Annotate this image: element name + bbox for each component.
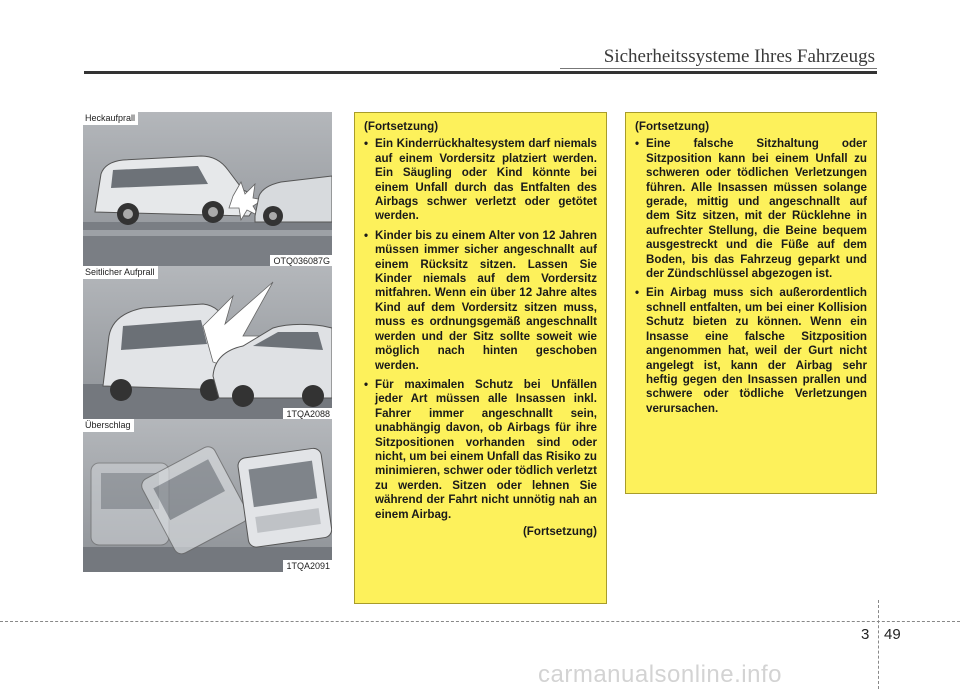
list-item-text: Ein Kinderrückhaltesystem darf niemals auf einem Vordersitz platziert werden. Ein Säugling oder Kind könnte bei einem Unfall durch das Entfalten des Airbags schwer verletzt oder getötet werden.	[375, 137, 597, 223]
bullet-icon: •	[635, 286, 640, 300]
continuation-heading: (Fortsetzung)	[364, 120, 439, 133]
side-impact-image	[83, 266, 332, 420]
bullet-icon: •	[635, 137, 640, 151]
rollover-illustration	[83, 419, 332, 572]
header-title: Sicherheitssysteme Ihres Fahrzeugs	[603, 46, 875, 67]
list-item	[364, 137, 597, 223]
image-label: Heckaufprall	[83, 112, 138, 125]
warning-box-middle	[354, 112, 607, 604]
bullet-list	[364, 137, 597, 522]
bullet-icon: •	[364, 377, 369, 391]
page-number: 49	[884, 626, 901, 643]
list-item-text: Kinder bis zu einem Alter von 12 Jahren müssen immer sicher angeschnallt auf einem Rücksitz sitzen. Lassen Sie Kinder niemals auf dem Vordersitz mitfahren. Wenn ein über 12 Jahre altes Kind auf dem Vordersitz sitzen muss, muss es ordnungsgemäß angeschnallt werden und der Sitz sollte soweit wie möglich nach hinten geschoben werden.	[375, 228, 597, 372]
image-label: Überschlag	[83, 419, 134, 432]
list-item	[364, 378, 597, 522]
footer-divider	[878, 600, 879, 689]
continuation-heading: (Fortsetzung)	[635, 120, 710, 133]
side-impact-illustration	[83, 266, 332, 420]
continuation-footer: (Fortsetzung)	[522, 524, 597, 538]
header-rule-thin	[560, 68, 877, 69]
watermark: carmanualsonline.info	[538, 661, 782, 688]
rear-impact-image	[83, 112, 332, 267]
bullet-icon: •	[364, 137, 369, 151]
image-code: OTQ036087G	[270, 255, 332, 267]
header-rule	[84, 71, 877, 74]
bullet-list	[635, 137, 867, 416]
list-item-text: Eine falsche Sitzhaltung oder Sitzposition kann bei einem Unfall zu schweren oder tödlichen Verletzungen führen. Alle Insassen müssen solange gerade, mittig und angeschnallt auf dem Sitz sitzen, mit der Rücklehne in aufrechter Stellung, die Beine bequem ausgestreckt und die Füße auf dem Boden, bis das Fahrzeug geparkt und der Zündschlüssel abgezogen ist.	[646, 137, 867, 281]
footer-rule	[0, 621, 960, 622]
list-item	[635, 137, 867, 281]
bullet-icon: •	[364, 228, 369, 242]
warning-box-right	[625, 112, 877, 494]
list-item-text: Ein Airbag muss sich außerordentlich schnell entfalten, um bei einer Kollision Schutz bieten zu können. Wenn ein Insasse eine falsche Sitzposition angenommen hat, weil der Gurt nicht angelegt ist, kann der Airbag sehr heftig gegen den Insassen prallen und schwere oder tödliche Verletzungen verursachen.	[646, 286, 867, 415]
image-code: 1TQA2088	[283, 408, 332, 420]
list-item	[635, 286, 867, 416]
image-label: Seitlicher Aufprall	[83, 266, 158, 279]
chapter-number: 3	[861, 626, 870, 643]
list-item	[364, 229, 597, 373]
rear-impact-illustration	[83, 112, 332, 267]
list-item-text: Für maximalen Schutz bei Unfällen jeder Art müssen alle Insassen inkl. Fahrer immer angeschnallt sein, unabhängig davon, ob Airbags für ihre Sitzpositionen vorhanden sind oder nicht, um bei einem Unfall das Risiko zu minimieren, schwer oder tödlich verletzt zu werden. Sitzen oder lehnen Sie während der Fahrt nicht unnötig nah an einem Airbag.	[375, 377, 597, 521]
image-code: 1TQA2091	[283, 560, 332, 572]
rollover-image	[83, 419, 332, 572]
